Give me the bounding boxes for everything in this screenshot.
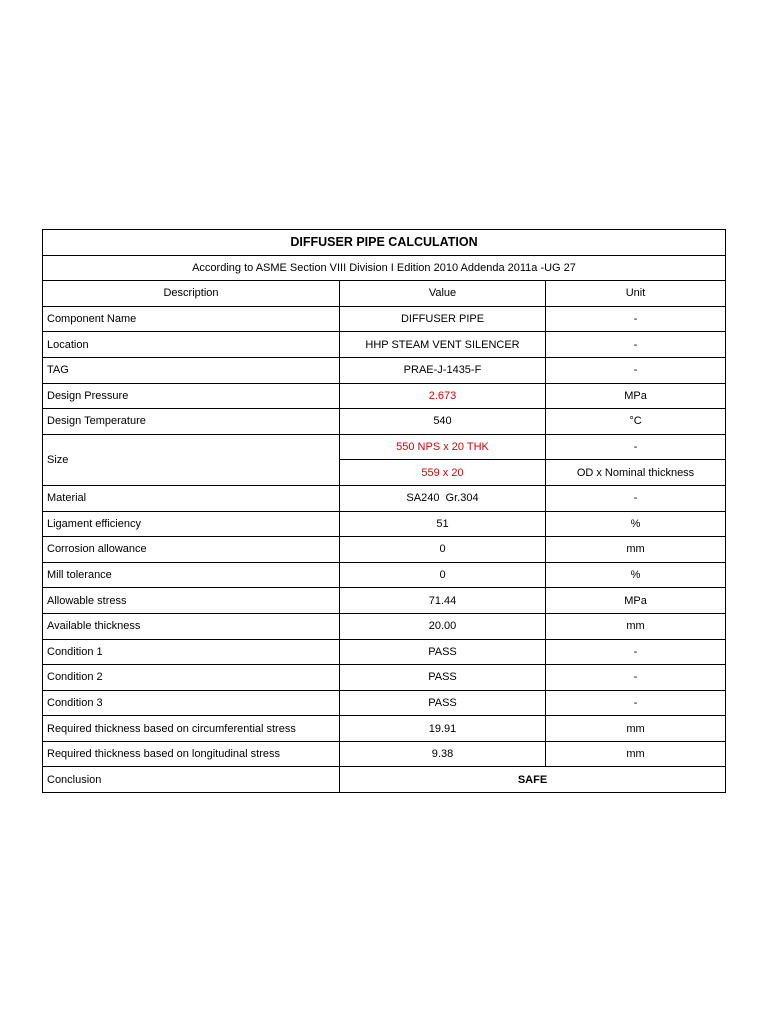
table-row: [43, 357, 726, 383]
row-description: Location: [43, 332, 340, 358]
row-value: 0: [340, 537, 546, 563]
table-row: [43, 409, 726, 435]
table-row: [43, 332, 726, 358]
row-description: Material: [43, 485, 340, 511]
row-unit: OD x Nominal thickness: [546, 460, 726, 486]
diffuser-pipe-calculation-table: [42, 229, 726, 793]
row-unit: -: [546, 357, 726, 383]
table-row: [43, 588, 726, 614]
table-row: [43, 690, 726, 716]
row-description: Condition 3: [43, 690, 340, 716]
row-description: Design Pressure: [43, 383, 340, 409]
row-description: TAG: [43, 357, 340, 383]
row-description: Mill tolerance: [43, 562, 340, 588]
subtitle-row: [43, 255, 726, 281]
row-unit: °C: [546, 409, 726, 435]
row-unit: MPa: [546, 588, 726, 614]
row-value: 51: [340, 511, 546, 537]
conclusion-row: [43, 767, 726, 793]
row-description: Condition 1: [43, 639, 340, 665]
row-value: HHP STEAM VENT SILENCER: [340, 332, 546, 358]
column-header-unit: Unit: [546, 281, 726, 307]
row-description: Condition 2: [43, 665, 340, 691]
row-description: Available thickness: [43, 613, 340, 639]
table-row: [43, 383, 726, 409]
column-header-description: Description: [43, 281, 340, 307]
row-unit: -: [546, 485, 726, 511]
row-value: 540: [340, 409, 546, 435]
row-value: SA240 Gr.304: [340, 485, 546, 511]
row-unit: mm: [546, 613, 726, 639]
row-unit: -: [546, 639, 726, 665]
row-value: PASS: [340, 665, 546, 691]
row-description: Required thickness based on circumferential stress: [43, 716, 340, 742]
row-description: Size: [43, 434, 340, 485]
row-value-highlighted: 550 NPS x 20 THK: [340, 434, 546, 460]
row-value-highlighted: 559 x 20: [340, 460, 546, 486]
row-description: Ligament efficiency: [43, 511, 340, 537]
table-row: [43, 434, 726, 460]
table-row: [43, 511, 726, 537]
row-description: Component Name: [43, 306, 340, 332]
header-row: [43, 281, 726, 307]
row-unit: MPa: [546, 383, 726, 409]
row-value: 20.00: [340, 613, 546, 639]
row-unit: mm: [546, 537, 726, 563]
table-subtitle: According to ASME Section VIII Division I Edition 2010 Addenda 2011a -UG 27: [43, 255, 726, 281]
row-value-highlighted: 2.673: [340, 383, 546, 409]
conclusion-value: SAFE: [340, 767, 726, 793]
row-unit: mm: [546, 741, 726, 767]
row-unit: -: [546, 665, 726, 691]
row-value: PASS: [340, 690, 546, 716]
table-row: [43, 716, 726, 742]
table-row: [43, 562, 726, 588]
row-unit: mm: [546, 716, 726, 742]
row-unit: -: [546, 306, 726, 332]
row-value: PASS: [340, 639, 546, 665]
table-row: [43, 306, 726, 332]
conclusion-label: Conclusion: [43, 767, 340, 793]
row-value: DIFFUSER PIPE: [340, 306, 546, 332]
table-title: DIFFUSER PIPE CALCULATION: [43, 230, 726, 256]
row-unit: %: [546, 562, 726, 588]
table-row: [43, 741, 726, 767]
row-description: Required thickness based on longitudinal stress: [43, 741, 340, 767]
title-row: [43, 230, 726, 256]
row-unit: -: [546, 434, 726, 460]
table-row: [43, 639, 726, 665]
table-row: [43, 665, 726, 691]
column-header-value: Value: [340, 281, 546, 307]
row-unit: %: [546, 511, 726, 537]
table-row: [43, 537, 726, 563]
row-value: 19.91: [340, 716, 546, 742]
row-value: 0: [340, 562, 546, 588]
row-value: 9.38: [340, 741, 546, 767]
table-row: [43, 613, 726, 639]
table-row: [43, 485, 726, 511]
row-description: Design Temperature: [43, 409, 340, 435]
row-value: PRAE-J-1435-F: [340, 357, 546, 383]
row-value: 71.44: [340, 588, 546, 614]
row-unit: -: [546, 690, 726, 716]
row-description: Allowable stress: [43, 588, 340, 614]
row-unit: -: [546, 332, 726, 358]
row-description: Corrosion allowance: [43, 537, 340, 563]
